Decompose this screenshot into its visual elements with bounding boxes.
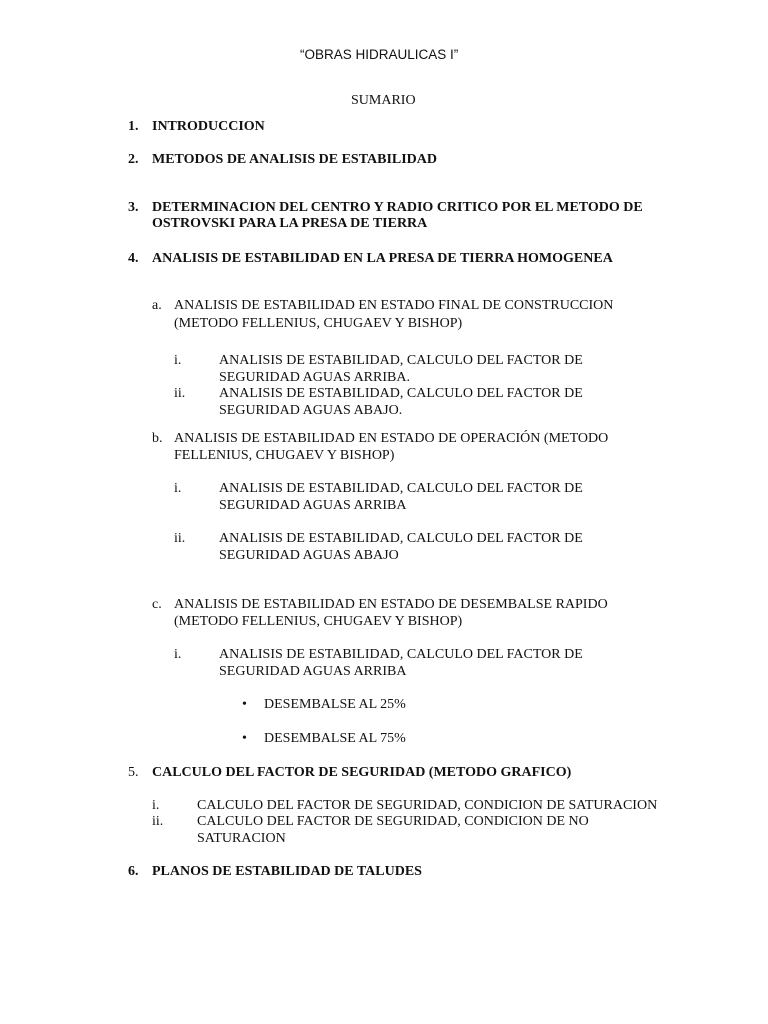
bullet-item-25: DESEMBALSE AL 25% [264, 697, 406, 712]
section-4c-line1: ANALISIS DE ESTABILIDAD EN ESTADO DE DESEMBALSE RAPIDO [174, 597, 608, 612]
section-4b-i-line2: SEGURIDAD AGUAS ARRIBA [219, 498, 407, 513]
section-5-i-number: i. [152, 798, 160, 813]
section-6-title: PLANOS DE ESTABILIDAD DE TALUDES [152, 864, 422, 879]
section-4b-ii-line2: SEGURIDAD AGUAS ABAJO [219, 548, 399, 563]
section-3-number: 3. [128, 200, 139, 215]
bullet-2: • [242, 731, 247, 746]
section-4b-i-line1: ANALISIS DE ESTABILIDAD, CALCULO DEL FACTOR DE [219, 481, 583, 496]
section-5-i-line1: CALCULO DEL FACTOR DE SEGURIDAD, CONDICION DE SATURACION [197, 798, 658, 813]
section-1-number: 1. [128, 119, 139, 134]
bullet-1: • [242, 697, 247, 712]
section-4a-line2: (METODO FELLENIUS, CHUGAEV Y BISHOP) [174, 316, 463, 331]
section-4b-ii-line1: ANALISIS DE ESTABILIDAD, CALCULO DEL FACTOR DE [219, 531, 583, 546]
section-1-title: INTRODUCCION [152, 119, 265, 134]
section-4b-line1: ANALISIS DE ESTABILIDAD EN ESTADO DE OPERACIÓN (METODO [174, 431, 609, 446]
section-3-title-line1: DETERMINACION DEL CENTRO Y RADIO CRITICO POR EL METODO DE [152, 200, 643, 215]
section-4a-ii-number: ii. [174, 386, 186, 401]
section-4c-i-line2: SEGURIDAD AGUAS ARRIBA [219, 664, 407, 679]
section-5-number: 5. [128, 765, 139, 780]
section-4a-i-number: i. [174, 353, 182, 368]
document-title: “OBRAS HIDRAULICAS I” [300, 47, 459, 62]
section-4a-i-line2: SEGURIDAD AGUAS ARRIBA. [219, 370, 410, 385]
section-4c-i-number: i. [174, 647, 182, 662]
section-4b-ii-number: ii. [174, 531, 186, 546]
section-4c-number: c. [152, 597, 162, 612]
section-6-number: 6. [128, 864, 139, 879]
section-2-title: METODOS DE ANALISIS DE ESTABILIDAD [152, 152, 438, 167]
section-5-title: CALCULO DEL FACTOR DE SEGURIDAD (METODO GRAFICO) [152, 765, 572, 780]
section-2-number: 2. [128, 152, 139, 167]
section-4b-number: b. [152, 431, 163, 446]
section-4a-line1: ANALISIS DE ESTABILIDAD EN ESTADO FINAL DE CONSTRUCCION [174, 298, 614, 313]
section-4a-ii-line1: ANALISIS DE ESTABILIDAD, CALCULO DEL FACTOR DE [219, 386, 583, 401]
section-5-ii-number: ii. [152, 814, 164, 829]
bullet-item-75: DESEMBALSE AL 75% [264, 731, 406, 746]
section-4c-i-line1: ANALISIS DE ESTABILIDAD, CALCULO DEL FACTOR DE [219, 647, 583, 662]
section-4c-line2: (METODO FELLENIUS, CHUGAEV Y BISHOP) [174, 614, 463, 629]
section-5-ii-line1: CALCULO DEL FACTOR DE SEGURIDAD, CONDICION DE NO [197, 814, 589, 829]
section-4b-i-number: i. [174, 481, 182, 496]
section-4-number: 4. [128, 251, 139, 266]
section-4a-i-line1: ANALISIS DE ESTABILIDAD, CALCULO DEL FACTOR DE [219, 353, 583, 368]
section-5-ii-line2: SATURACION [197, 831, 286, 846]
section-4a-ii-line2: SEGURIDAD AGUAS ABAJO. [219, 403, 403, 418]
section-4-title: ANALISIS DE ESTABILIDAD EN LA PRESA DE TIERRA HOMOGENEA [152, 251, 613, 266]
section-3-title-line2: OSTROVSKI PARA LA PRESA DE TIERRA [152, 216, 428, 231]
section-4a-number: a. [152, 298, 162, 313]
section-4b-line2: FELLENIUS, CHUGAEV Y BISHOP) [174, 448, 395, 463]
summary-heading: SUMARIO [351, 93, 416, 108]
